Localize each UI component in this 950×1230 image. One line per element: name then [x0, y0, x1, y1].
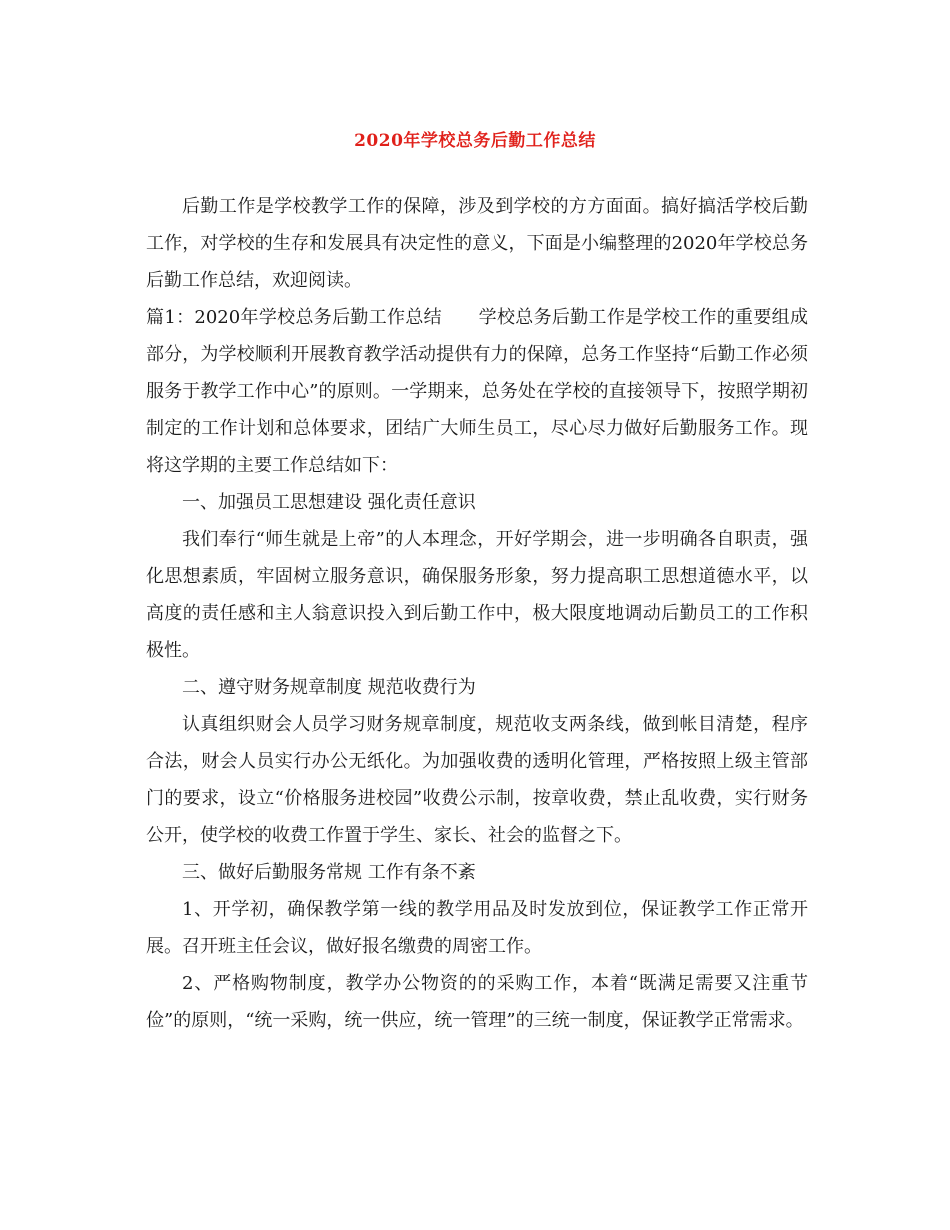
chapter-paragraph: 篇1：2020年学校总务后勤工作总结 学校总务后勤工作是学校工作的重要组成部分，为学校顺利开展教育教学活动提供有力的保障，总务工作坚持“后勤工作必须服务于教学工作中心”的原则。一学期来，总务处在学校的直接领导下，按照学期初制定的工作计划和总体要求，团结广大师生员工，尽心尽力做好后勤服务工作。现将这学期的主要工作总结如下： — [146, 307, 808, 476]
section-1-paragraph: 我们奉行“师生就是上帝”的人本理念，开好学期会，进一步明确各自职责，强化思想素质，牢固树立服务意识，确保服务形象，努力提高职工思想道德水平，以高度的责任感和主人翁意识投入到后勤工作中，极大限度地调动后勤员工的工作积极性。 — [146, 529, 808, 661]
section-2-paragraph: 认真组织财会人员学习财务规章制度，规范收支两条线，做到帐目清楚，程序合法，财会人员实行办公无纸化。为加强收费的透明化管理，严格按照上级主管部门的要求，设立“价格服务进校园”收费公示制，按章收费，禁止乱收费，实行财务公开，使学校的收费工作置于学生、家长、社会的监督之下。 — [146, 714, 808, 846]
section-3-item-1: 1、开学初，确保教学第一线的教学用品及时发放到位，保证教学工作正常开展。召开班主任会议，做好报名缴费的周密工作。 — [146, 899, 808, 957]
document-title: 2020年学校总务后勤工作总结 — [354, 131, 596, 151]
section-1-heading: 一、加强员工思想建设 强化责任意识 — [182, 492, 476, 513]
section-3-item-2: 2、严格购物制度，教学办公物资的的采购工作，本着“既满足需要又注重节俭”的原则，“统一采购，统一供应，统一管理”的三统一制度，保证教学正常需求。 — [146, 973, 808, 1031]
document-body — [146, 188, 808, 1039]
section-2-heading: 二、遵守财务规章制度 规范收费行为 — [182, 677, 476, 698]
section-3-heading: 三、做好后勤服务常规 工作有条不紊 — [182, 862, 476, 883]
intro-paragraph: 后勤工作是学校教学工作的保障，涉及到学校的方方面面。搞好搞活学校后勤工作，对学校的生存和发展具有决定性的意义，下面是小编整理的2020年学校总务后勤工作总结，欢迎阅读。 — [146, 196, 808, 291]
